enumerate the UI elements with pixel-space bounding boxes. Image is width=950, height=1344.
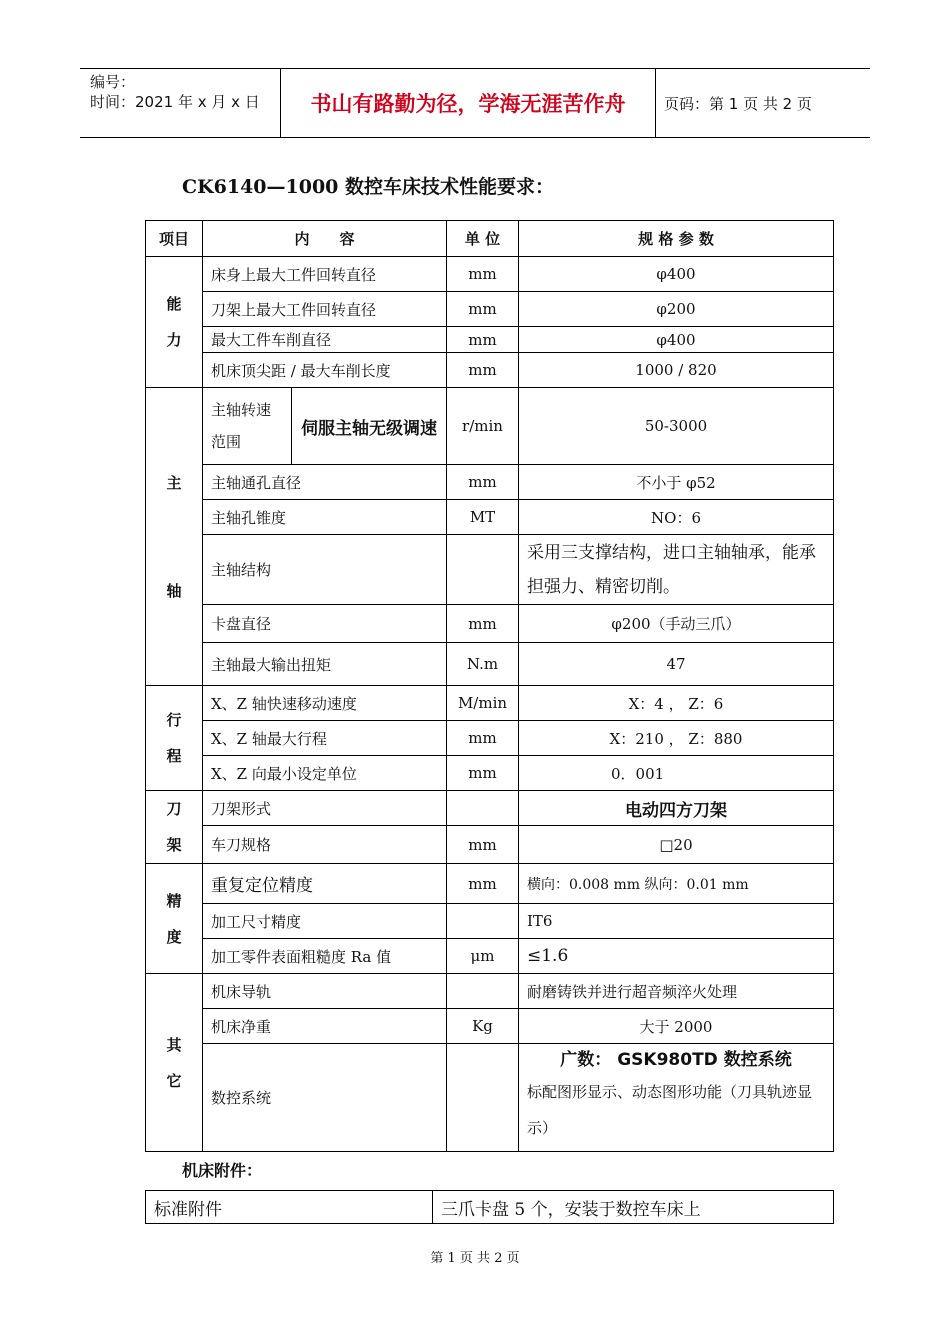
- row-spec: φ400: [519, 327, 834, 353]
- row-spec: NO：6: [519, 500, 834, 535]
- table-row: [146, 904, 834, 939]
- row-item: 机床导轨: [203, 974, 447, 1009]
- row-unit: [447, 791, 519, 826]
- page-header: [80, 68, 870, 138]
- table-row: [146, 292, 834, 327]
- accessories-value: 三爪卡盘 5 个，安装于数控车床上: [433, 1191, 834, 1224]
- table-row: [146, 864, 834, 904]
- row-spec: 电动四方刀架: [519, 791, 834, 826]
- row-item: 主轴孔锥度: [203, 500, 447, 535]
- accessories-table: [145, 1190, 834, 1224]
- row-spec: 1000 / 820: [519, 353, 834, 388]
- row-spec: □20: [519, 826, 834, 864]
- category-travel: 行 程: [146, 686, 203, 791]
- row-spec: X：4 ， Z：6: [519, 686, 834, 721]
- row-spec-title: 广数： GSK980TD 数控系统: [560, 1050, 792, 1070]
- row-item: 主轴最大输出扭矩: [203, 643, 447, 686]
- category-spindle: 主 轴: [146, 388, 203, 686]
- row-unit: mm: [447, 826, 519, 864]
- table-row: [146, 791, 834, 826]
- row-item: 加工尺寸精度: [203, 904, 447, 939]
- row-item: X、Z 向最小设定单位: [203, 756, 447, 791]
- document-title: CK6140—1000 数控车床技术性能要求：: [182, 176, 555, 198]
- row-unit: mm: [447, 864, 519, 904]
- header-content: 内 容: [203, 221, 447, 257]
- row-unit: mm: [447, 257, 519, 292]
- spindle-speed-split: [203, 388, 446, 464]
- row-spec: 不小于 φ52: [519, 465, 834, 500]
- time-label: 时间：2021 年 x 月 x 日: [90, 93, 260, 111]
- table-row: [146, 353, 834, 388]
- row-unit: mm: [447, 327, 519, 353]
- row-unit: [447, 904, 519, 939]
- row-spec: 50-3000: [519, 388, 834, 465]
- table-row: [146, 605, 834, 643]
- row-spec: IT6: [519, 904, 834, 939]
- row-item: 卡盘直径: [203, 605, 447, 643]
- table-row: [146, 643, 834, 686]
- table-row: [146, 388, 834, 465]
- row-item: 机床顶尖距 / 最大车削长度: [203, 353, 447, 388]
- row-item: 加工零件表面粗糙度 Ra 值: [203, 939, 447, 974]
- table-header-row: [146, 221, 834, 257]
- row-unit: μm: [447, 939, 519, 974]
- row-item: 主轴转速范围: [203, 388, 292, 464]
- table-row: [146, 257, 834, 292]
- row-unit: mm: [447, 292, 519, 327]
- table-row: [146, 756, 834, 791]
- table-row: [146, 686, 834, 721]
- row-spec: 大于 2000: [519, 1009, 834, 1044]
- header-unit: 单 位: [447, 221, 519, 257]
- header-spec: 规 格 参 数: [519, 221, 834, 257]
- category-other: 其 它: [146, 974, 203, 1152]
- row-spec: ≤1.6: [519, 939, 834, 974]
- row-unit: M/min: [447, 686, 519, 721]
- table-row: [146, 826, 834, 864]
- table-row: [146, 974, 834, 1009]
- row-item: 刀架上最大工件回转直径: [203, 292, 447, 327]
- category-tool-post: 刀 架: [146, 791, 203, 864]
- row-item: 最大工件车削直径: [203, 327, 447, 353]
- row-spec: 47: [519, 643, 834, 686]
- accessories-label: 标准附件: [146, 1191, 433, 1224]
- row-unit: Kg: [447, 1009, 519, 1044]
- row-spec: 采用三支撑结构，进口主轴轴承，能承担强力、精密切削。: [519, 535, 834, 605]
- row-item: X、Z 轴最大行程: [203, 721, 447, 756]
- row-item: 数控系统: [203, 1044, 447, 1152]
- row-item: 刀架形式: [203, 791, 447, 826]
- row-unit: N.m: [447, 643, 519, 686]
- row-spec: φ400: [519, 257, 834, 292]
- code-label: 编号：: [90, 73, 136, 91]
- row-spec: φ200（手动三爪）: [519, 605, 834, 643]
- row-unit: mm: [447, 353, 519, 388]
- table-row: [146, 1009, 834, 1044]
- page-footer: 第 1 页 共 2 页: [430, 1251, 520, 1266]
- row-item: 重复定位精度: [203, 864, 447, 904]
- spindle-speed-cell: [203, 388, 447, 465]
- category-precision: 精 度: [146, 864, 203, 974]
- row-spec: X：210 ， Z：880: [519, 721, 834, 756]
- table-row: [146, 721, 834, 756]
- row-unit: [447, 535, 519, 605]
- row-item: 机床净重: [203, 1009, 447, 1044]
- row-item: 主轴结构: [203, 535, 447, 605]
- table-row: [146, 939, 834, 974]
- header-motto: 书山有路勤为径，学海无涯苦作舟: [280, 69, 656, 137]
- row-unit: [447, 1044, 519, 1152]
- table-row: [146, 1044, 834, 1152]
- table-row: [146, 535, 834, 605]
- category-capacity: 能 力: [146, 257, 203, 388]
- row-unit: r/min: [447, 388, 519, 465]
- row-note: 伺服主轴无级调速: [301, 418, 437, 439]
- row-spec: 耐磨铸铁并进行超音频淬火处理: [519, 974, 834, 1009]
- accessories-title: 机床附件：: [182, 1161, 263, 1180]
- row-item: 车刀规格: [203, 826, 447, 864]
- row-spec: φ200: [519, 292, 834, 327]
- row-unit: mm: [447, 721, 519, 756]
- row-unit: mm: [447, 756, 519, 791]
- table-row: [146, 327, 834, 353]
- row-unit: mm: [447, 465, 519, 500]
- row-spec: 横向：0.008 mm 纵向：0.01 mm: [519, 864, 834, 904]
- row-spec: 标配图形显示、动态图形功能（刀具轨迹显示）: [527, 1083, 813, 1137]
- row-unit: MT: [447, 500, 519, 535]
- row-item: 主轴通孔直径: [203, 465, 447, 500]
- row-item: X、Z 轴快速移动速度: [203, 686, 447, 721]
- row-item: 床身上最大工件回转直径: [203, 257, 447, 292]
- row-spec-cell: [519, 1044, 834, 1152]
- spec-table: [145, 220, 834, 1152]
- table-row: [146, 465, 834, 500]
- row-unit: mm: [447, 605, 519, 643]
- row-unit: [447, 974, 519, 1009]
- row-spec: 0．001: [519, 756, 834, 791]
- table-row: [146, 1191, 834, 1224]
- header-meta: [80, 69, 280, 137]
- header-item: 项目: [146, 221, 203, 257]
- table-row: [146, 500, 834, 535]
- header-page-info: 页码：第 1 页 共 2 页: [664, 94, 812, 113]
